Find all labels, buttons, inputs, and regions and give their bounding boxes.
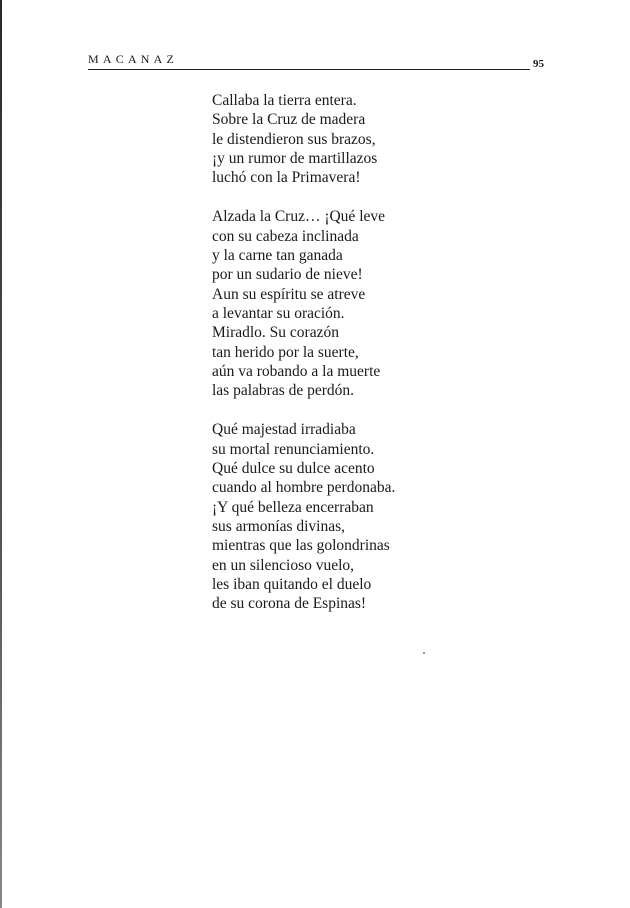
verse-line: les iban quitando el duelo — [212, 575, 372, 593]
verse-line: por un sudario de nieve! — [212, 266, 363, 284]
verse-line: las palabras de perdón. — [212, 382, 355, 400]
paper-speck — [423, 652, 425, 654]
poem-body — [212, 91, 442, 633]
verse-line: tan herido por la suerte, — [212, 343, 359, 361]
verse-line: cuando al hombre perdonaba. — [212, 479, 396, 497]
stanza — [212, 420, 442, 613]
verse-line: Qué majestad irradiaba — [212, 421, 356, 439]
verse-line: de su corona de Espinas! — [212, 595, 367, 613]
verse-line: sus armonías divinas, — [212, 517, 346, 535]
verse-line: Aun su espíritu se atreve — [212, 285, 366, 303]
stanza — [212, 91, 442, 187]
page-edge-shadow — [0, 0, 2, 908]
page-number: 95 — [533, 58, 544, 70]
verse-line: Callaba la tierra entera. — [212, 92, 357, 109]
verse-line: aún va robando a la muerte — [212, 362, 381, 380]
page-header — [88, 52, 548, 74]
verse-line: Alzada la Cruz… ¡Qué leve — [212, 208, 386, 226]
verse-line: le distendieron sus brazos, — [212, 130, 376, 148]
verse-line: Miradlo. Su corazón — [212, 324, 339, 342]
verse-line: con su cabeza inclinada — [212, 227, 359, 245]
verse-line: luchó con la Primavera! — [212, 169, 361, 187]
header-rule — [88, 69, 530, 70]
verse-line: y la carne tan ganada — [212, 247, 343, 265]
verse-line: Qué dulce su dulce acento — [212, 460, 375, 478]
verse-line: ¡y un rumor de martillazos — [212, 149, 378, 167]
verse-line: mientras que las golondrinas — [212, 537, 390, 555]
running-head: MACANAZ — [88, 52, 179, 66]
verse-line: en un silencioso vuelo, — [212, 556, 355, 574]
verse-line: a levantar su oración. — [212, 304, 345, 322]
verse-line: Sobre la Cruz de madera — [212, 111, 366, 129]
stanza — [212, 207, 442, 400]
verse-line: su mortal renunciamiento. — [212, 440, 375, 458]
verse-line: ¡Y qué belleza encerraban — [212, 498, 374, 516]
